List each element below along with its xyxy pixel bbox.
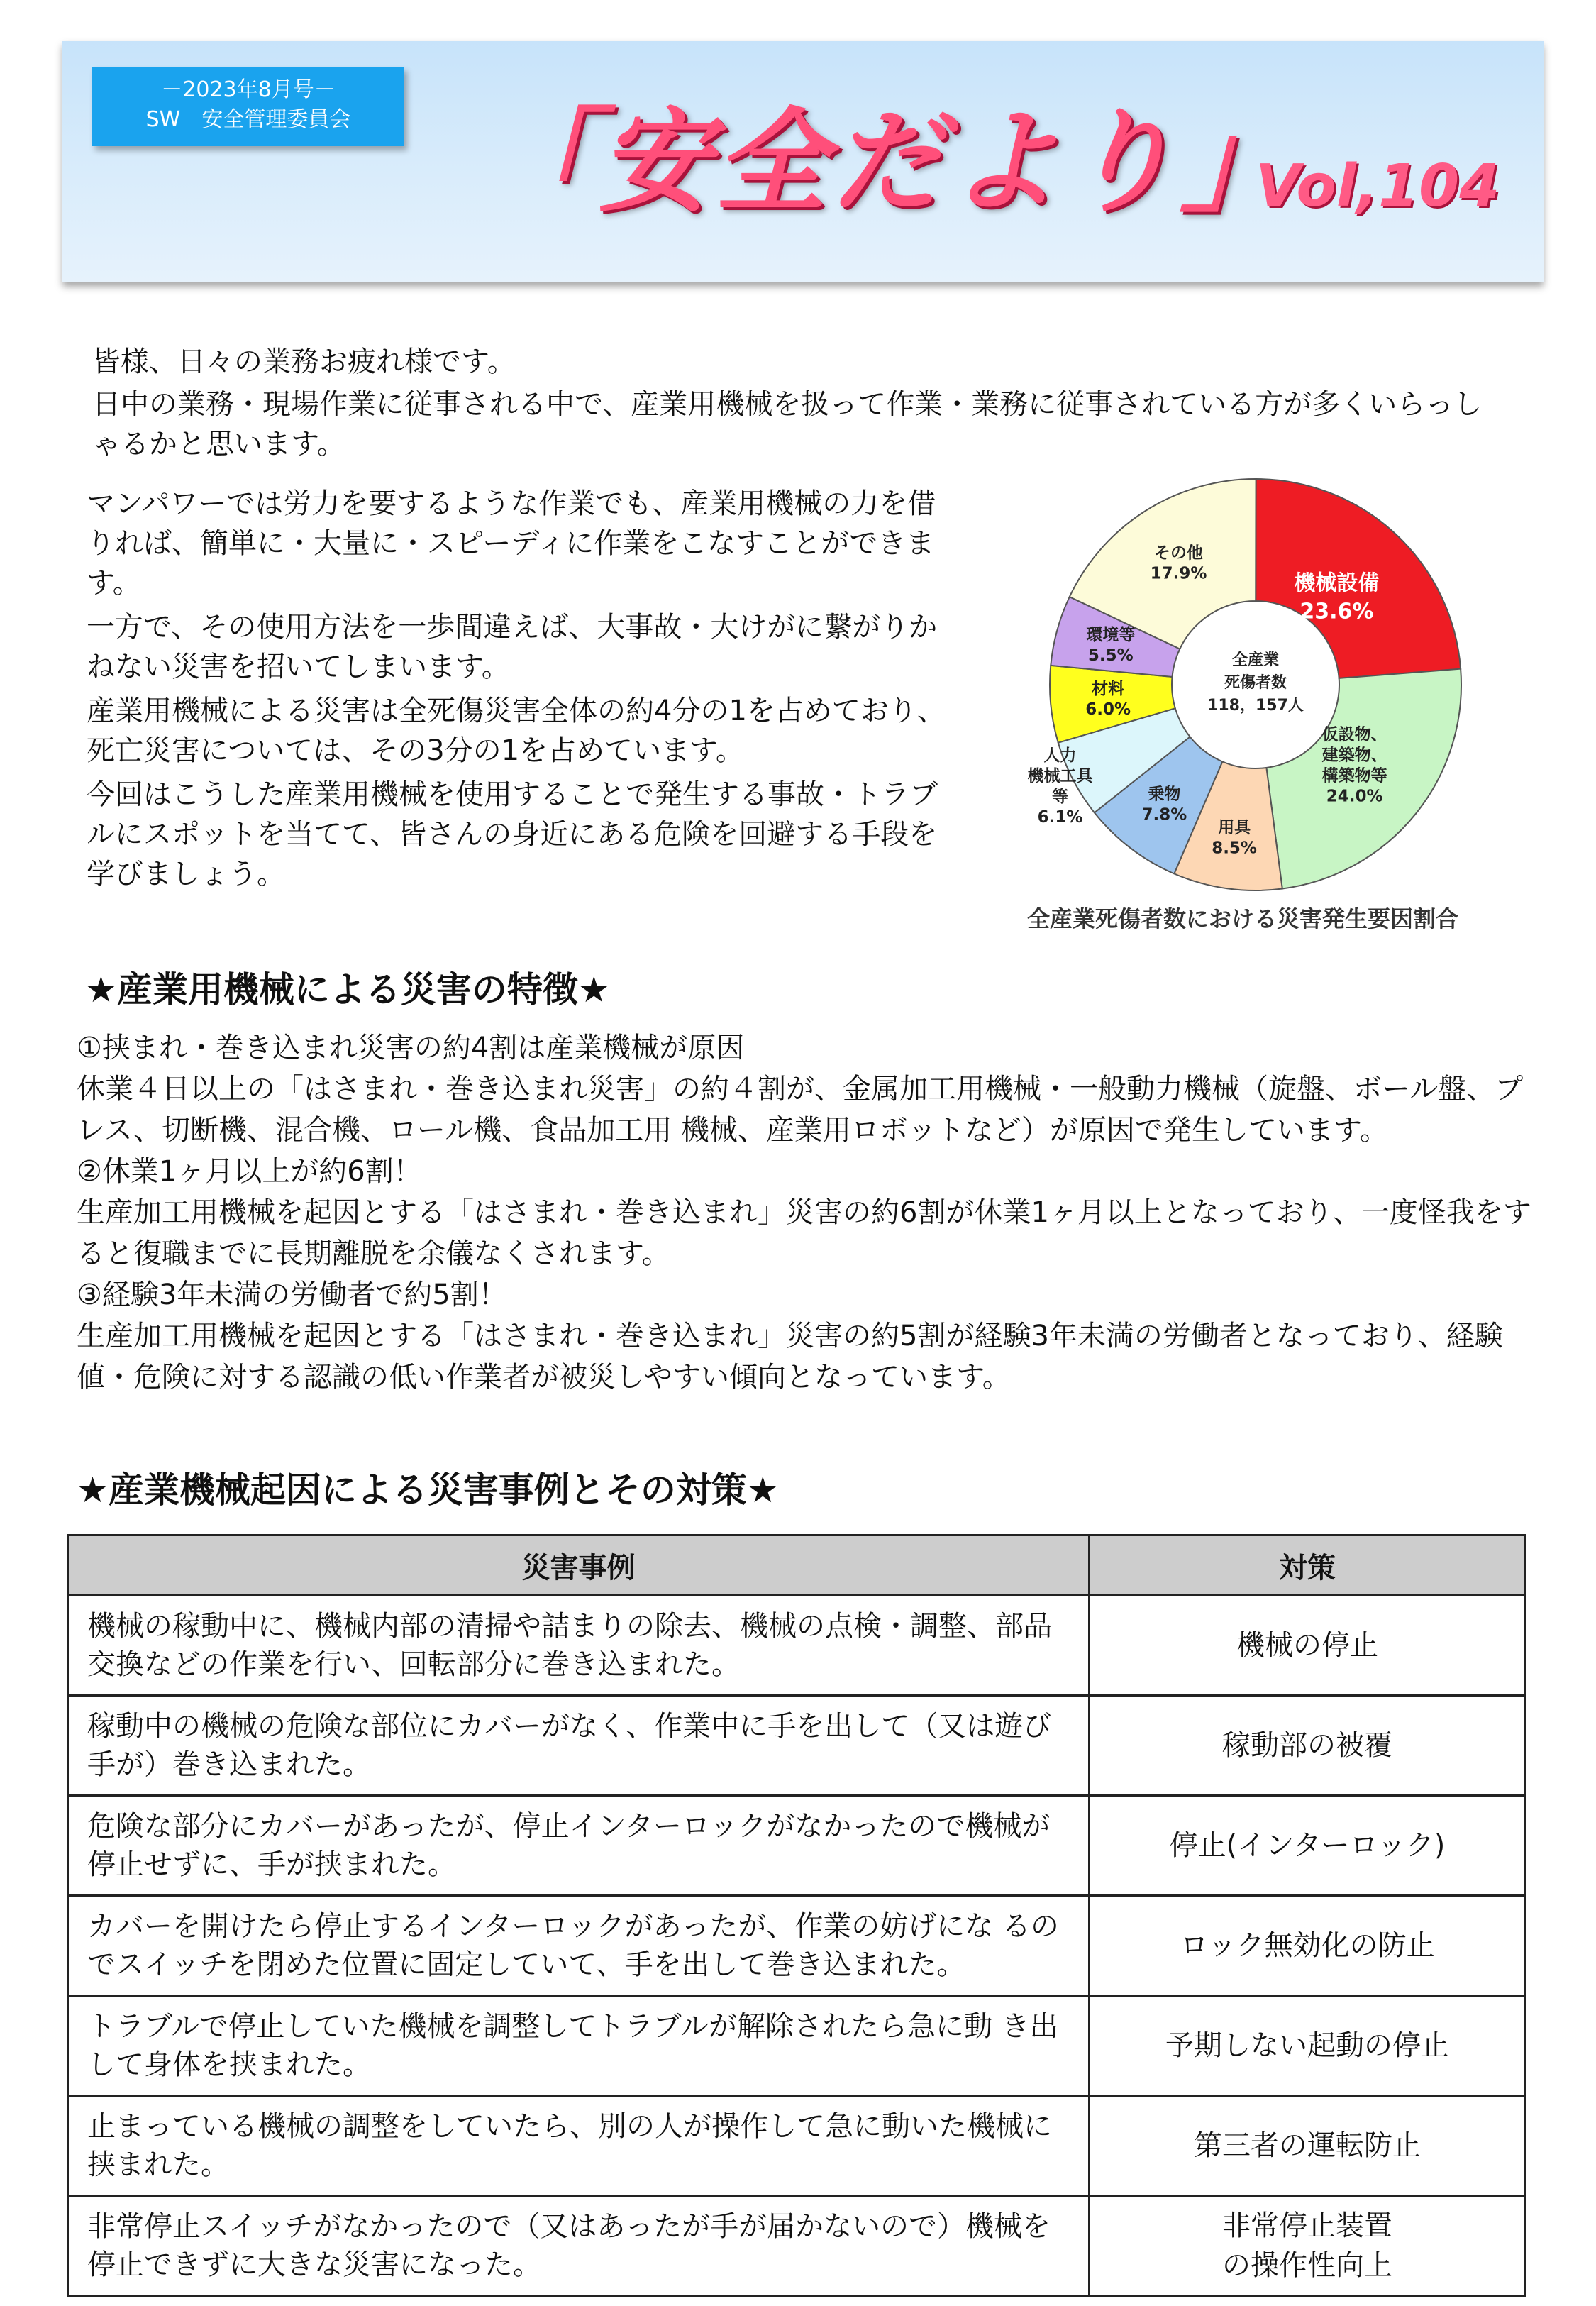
table-row [68,1896,1526,1996]
case-cell: 非常停止スイッチがなかったので（又はあったが手が届かないので）機械を停止できずに大きな災害になった。 [68,2196,1090,2296]
case-cell: 止まっている機械の調整をしていたら、別の人が操作して急に動いた機械に挟まれた。 [68,2096,1090,2196]
measure-cell: 予期しない起動の停止 [1090,1996,1526,2096]
issue-badge [92,67,404,146]
cases-table [67,1534,1526,2297]
slice-category-label: 等 [1052,788,1069,807]
feature-item: 生産加工用機械を起因とする「はさまれ・巻き込まれ」災害の約6割が休業1ヶ月以上となっており、一度怪我をすると復職までに長期離脱を余儀なくされます。 [77,1196,1531,1270]
slice-category-label: 材料 [1092,680,1125,699]
measure-cell: 第三者の運転防止 [1090,2096,1526,2196]
issue-committee: SW 安全管理委員会 [145,107,351,132]
intro-paragraph: 産業用機械による災害は全死傷災害全体の約4分の1を占めており、死亡災害については、その3分の1を占めています。 [87,695,946,767]
feature-item: 休業４日以上の「はさまれ・巻き込まれ災害」の約４割が、金属加工用機械・一般動力機械（旋盤、ボール盤、プレス、切断機、混合機、ロール機、食品加工用 機械、産業用ロボットなど）が原因で発生しています。 [77,1073,1524,1147]
table-row [68,2096,1526,2196]
measure-cell: 非常停止装置 の操作性向上 [1090,2196,1526,2296]
cases-heading: ★産業機械起因による災害事例とその対策★ [77,1469,779,1511]
slice-category-label: 建築物、 [1321,746,1387,765]
slice-category-label: 仮設物、 [1321,725,1387,744]
slice-category-label: その他 [1154,544,1204,563]
volume-number: Vol,104 [1256,153,1500,220]
header-case: 災害事例 [68,1535,1090,1596]
feature-item: ②休業1ヶ月以上が約6割！ [77,1155,422,1188]
slice-value-label: 6.0% [1085,700,1131,719]
center-label: 死傷者数 [1224,674,1287,692]
case-cell: 稼動中の機械の危険な部位にカバーがなく、作業中に手を出して（又は遊び手が）巻き込まれた。 [68,1696,1090,1796]
newsletter-title: 「安全だより」 [482,97,1297,228]
feature-item: 生産加工用機械を起因とする「はさまれ・巻き込まれ」災害の約5割が経験3年未満の労働者となっており、経験値・危険に対する認識の低い作業者が被災しやすい傾向となっています。 [77,1320,1503,1394]
table-row [68,1596,1526,1696]
measure-cell: 稼動部の被覆 [1090,1696,1526,1796]
slice-category-label: 人力 [1043,746,1077,766]
intro-column [87,484,959,898]
features-heading: ★産業用機械による災害の特徴★ [85,969,610,1010]
feature-item: ①挟まれ・巻き込まれ災害の約4割は産業機械が原因 [77,1032,745,1064]
measure-cell: 停止(インターロック) [1090,1796,1526,1896]
feature-item: ③経験3年未満の労働者で約5割！ [77,1279,507,1311]
header-measure: 対策 [1090,1535,1526,1596]
slice-category-label: 構築物等 [1321,766,1387,785]
features-list [77,1027,1538,1398]
chart-caption: 全産業死傷者数における災害発生要因割合 [1026,905,1458,932]
measure-cell: ロック無効化の防止 [1090,1896,1526,1996]
slice-category-label: 機械設備 [1294,570,1380,596]
table-row [68,2196,1526,2296]
slice-value-label: 6.1% [1037,808,1083,827]
case-cell: 危険な部分にカバーがあったが、停止インターロックがなかったので機械が停止せずに、手が挟まれた。 [68,1796,1090,1896]
center-label: 118，157人 [1207,697,1304,715]
table-row [68,1696,1526,1796]
slice-value-label: 17.9% [1150,564,1207,583]
intro-paragraph: 今回はこうした産業用機械を使用することで発生する事故・トラブルにスポットを当てて、皆さんの身近にある危険を回避する手段を学びましょう。 [87,778,938,890]
greeting-text: 皆様、日々の業務お疲れ様です。 [92,346,516,378]
issue-date: －2023年8月号－ [161,77,336,102]
table-header-row [68,1535,1526,1596]
slice-value-label: 24.0% [1326,787,1383,806]
slice-category-label: 環境等 [1086,626,1136,645]
slice-value-label: 5.5% [1087,646,1134,666]
measure-cell: 機械の停止 [1090,1596,1526,1696]
slice-category-label: 乗物 [1148,785,1181,804]
slice-category-label: 用具 [1218,818,1251,837]
table-row [68,1796,1526,1896]
case-cell: 機械の稼動中に、機械内部の清掃や詰まりの除去、機械の点検・調整、部品交換などの作業を行い、回転部分に巻き込まれた。 [68,1596,1090,1696]
slice-value-label: 7.8% [1141,805,1187,824]
slice-category-label: 機械工具 [1027,767,1093,786]
intro-paragraph: 一方で、その使用方法を一歩間違えば、大事故・大けがに繋がりかねない災害を招いてしまいます。 [87,611,938,683]
pie-chart-svg [972,440,1553,937]
case-cell: カバーを開けたら停止するインターロックがあったが、作業の妨げにな るのでスイッチを閉めた位置に固定していて、手を出して巻き込まれた。 [68,1896,1090,1996]
center-label: 全産業 [1231,651,1280,669]
slice-value-label: 23.6% [1299,599,1374,624]
pie-chart [972,440,1553,937]
intro-paragraph: マンパワーでは労力を要するような作業でも、産業用機械の力を借りれば、簡単に・大量に・スピーディに作業をこなすことができます。 [87,487,936,600]
case-cell: トラブルで停止していた機械を調整してトラブルが解除されたら急に動 き出して身体を挟まれた。 [68,1996,1090,2096]
slice-value-label: 8.5% [1212,839,1257,858]
intro-text: 日中の業務・現場作業に従事される中で、産業用機械を扱って作業・業務に従事されている方が多くいらっしゃるかと思います。 [92,388,1483,460]
table-row [68,1996,1526,2096]
